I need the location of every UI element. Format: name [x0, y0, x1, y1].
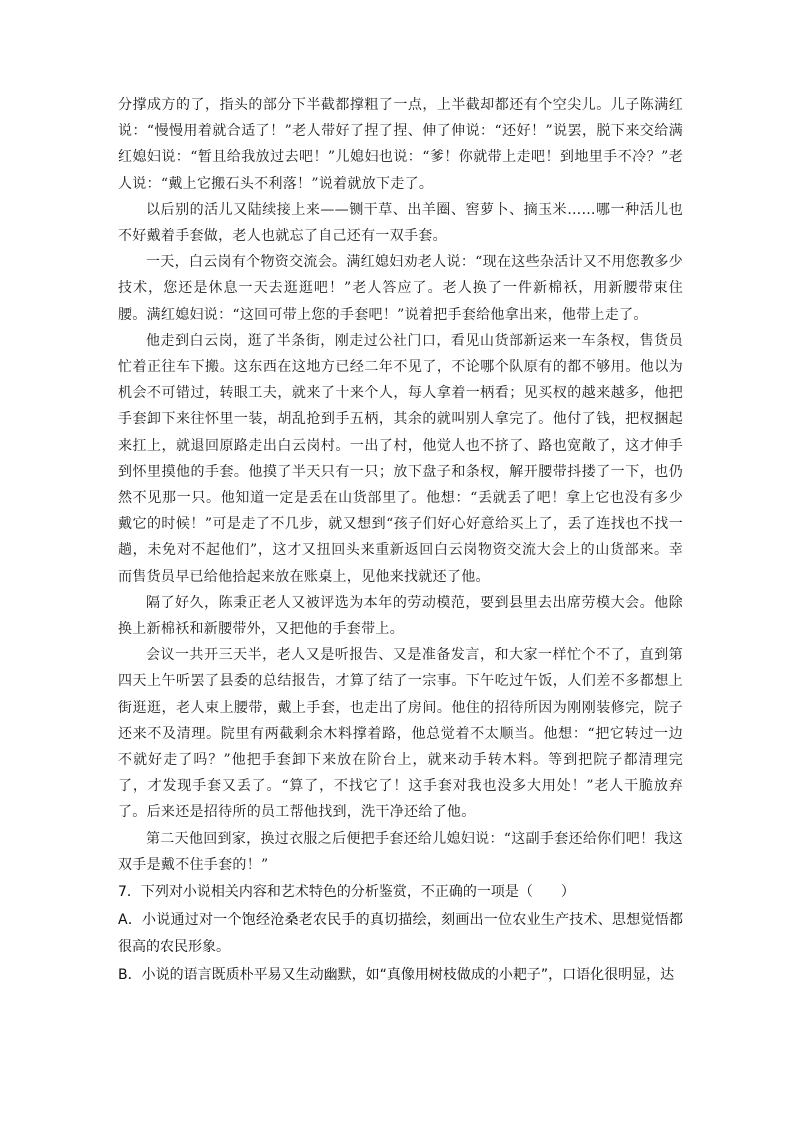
question-7-stem: 7．下列对小说相关内容和艺术特色的分析鉴赏，不正确的一项是（ ） [118, 884, 575, 901]
passage-paragraph-5: 隔了好久，陈秉正老人又被评选为本年的劳动模范，要到县里去出席劳模大会。他除换上新棉袄和新腰带外，又把他的手套带上。 [118, 594, 683, 638]
passage-paragraph-7: 第二天他回到家，换过衣服之后便把手套还给儿媳妇说：“这副手套还给你们吧！我这双手是戴不住手套的！” [118, 830, 683, 873]
question-7-option-a: A．小说通过对一个饱经沧桑老农民手的真切描绘，刻画出一位农业生产技术、思想觉悟都很高的农民形象。 [118, 911, 683, 956]
passage-paragraph-6: 会议一共开三天半，老人又是听报告、又是准备发言，和大家一样忙个不了，直到第四天上午听罢了县委的总结报告，才算了结了一宗事。下午吃过午饭，人们差不多都想上街逛逛，老人束上腰带，戴上手套，也走出了房间。他住的招待所因为刚刚装修完，院子还来不及清理。院里有两截剩余木料撑着路，他总觉着不太顺当。他想：“把它转过一边不就好走了吗？”他把手套卸下来放在阶台上，就来动手转木料。等到把院子都清理完了，才发现手套又丢了。“算了，不找它了！这手套对我也没多大用处！”老人干脆放弃了。后来还是招待所的员工帮他找到，洗干净还给了他。 [118, 647, 683, 821]
document-body [118, 92, 683, 989]
passage-paragraph-1: 分撑成方的了，指头的部分下半截都撑粗了一点，上半截却都还有个空尖儿。儿子陈满红说：“慢慢用着就合适了！”老人带好了捏了捏、伸了伸说：“还好！”说罢，脱下来交给满红媳妇说：“暂且给我放过去吧！”儿媳妇也说：“爹！你就带上走吧！到地里手不冷？”老人说：“戴上它搬石头不利落！”说着就放下走了。 [118, 97, 683, 192]
passage-paragraph-4: 他走到白云岗，逛了半条街，刚走过公社门口，看见山货部新运来一车条杈，售货员忙着正往车下搬。这东西在这地方已经二年不见了，不论哪个队原有的都不够用。他以为机会不可错过，转眼工夫，就来了十来个人，每人拿着一柄看；见买杈的越来越多，他把手套卸下来往怀里一装，胡乱抢到手五柄，其余的就叫别人拿完了。他付了钱，把杈捆起来扛上，就退回原路走出白云岗村。一出了村，他觉人也不挤了、路也宽敞了，这才伸手到怀里摸他的手套。他摸了半天只有一只；放下盘子和条杈，解开腰带抖搂了一下，也仍然不见那一只。他知道一定是丢在山货部里了。他想：“丢就丢了吧！拿上它也没有多少戴它的时候！”可是走了不几步，就又想到“孩子们好心好意给买上了，丢了连找也不找一趟，未免对不起他们”，这才又扭回头来重新返回白云岗物资交流大会上的山货部来。幸而售货员早已给他拾起来放在账桌上，见他来找就还了他。 [118, 332, 683, 585]
passage-paragraph-2: 以后别的活儿又陆续接上来——铡干草、出羊圈、窖萝卜、摘玉米……哪一种活儿也不好戴着手套做，老人也就忘了自己还有一双手套。 [118, 201, 683, 245]
passage-paragraph-3: 一天，白云岗有个物资交流会。满红媳妇劝老人说：“现在这些杂活计又不用您教多少技术，您还是休息一天去逛逛吧！”老人答应了。老人换了一件新棉袄，用新腰带束住腰。满红媳妇说：“这回可带上您的手套吧！”说着把手套给他拿出来，他带上走了。 [118, 254, 683, 323]
question-7-option-b: B．小说的语言既质朴平易又生动幽默，如“真像用树枝做成的小耙子”，口语化很明显，达 [118, 966, 675, 983]
